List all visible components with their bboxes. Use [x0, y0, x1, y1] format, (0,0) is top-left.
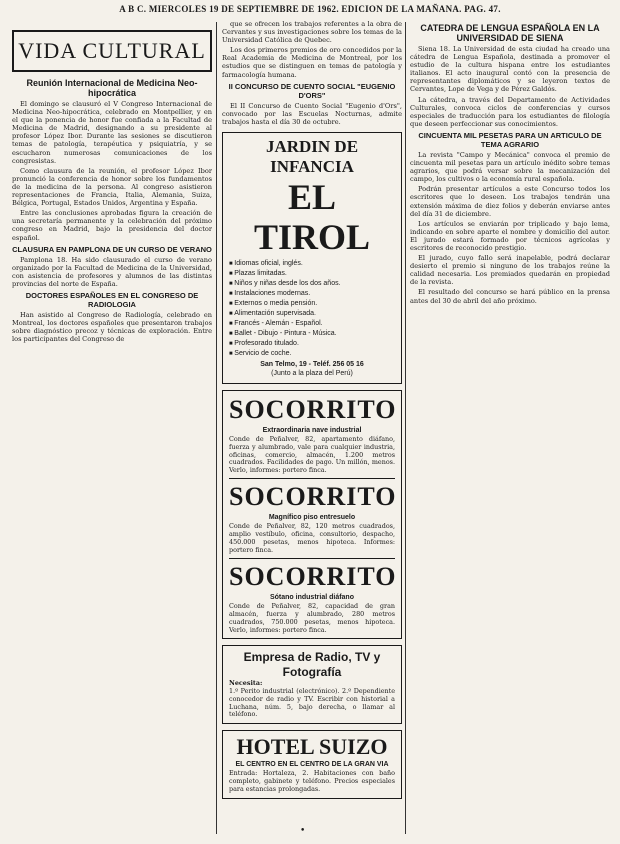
ad-tirol-name: EL TIROL: [253, 176, 371, 257]
article-paragraph: La revista "Campo y Mecánica" convoca el premio de cincuenta mil pesetas para un artículo inédito sobre temas agrarios, que podrá versar sobre la mecanización del campo, los cultivos o la economía rural española.: [410, 150, 610, 184]
list-item: ■ Instalaciones modernas.: [229, 289, 395, 299]
article-paragraph: Pamplona 18. Ha sido clausurado el curso de verano organizado por la Facultad de Medicina de la Universidad, con asistencia de profesores y alumnos de las distintas provincias del norte de España.: [12, 255, 212, 288]
ad-body: Conde de Peñalver, 82, 120 metros cuadrados, amplio vestíbulo, oficina, consultorio, despacho, 450.000 pesetas, menos hipoteca. Informes: portero finca.: [229, 522, 395, 554]
list-item: ■ Ballet - Dibujo - Pintura - Música.: [229, 329, 395, 339]
article-paragraph: Los artículos se enviarán por triplicado y bajo lema, indicando en sobre aparte el nombre y domicilio del autor. El jurado estará formado por técnicos agrícolas y escritores de reconocido prestigio.: [410, 219, 610, 252]
article-paragraph: El jurado, cuyo fallo será inapelable, podrá declarar desierto el premio si ninguno de los trabajos reúne la calidad necesaria. Los premiados quedarán en propiedad de la revista.: [410, 254, 610, 287]
list-item: ■ Externos o media pensión.: [229, 299, 395, 309]
ad-title: Empresa de Radio, TV y Fotografía: [243, 650, 381, 680]
section-title: VIDA CULTURAL: [18, 38, 206, 63]
column-center: [222, 20, 402, 838]
article-paragraph: Podrán presentar artículos a este Concurso todos los escritores que lo deseen. Los trabajos tendrán una extensión máxima de diez folios y deberán enviarse antes del día 31 de diciembre.: [410, 185, 610, 218]
ad-body: Conde de Peñalver, 82, capacidad de gran almacén, fuerza y alumbrado, 280 metros cuadrados, 750.000 pesetas, menos hipoteca. Verlo, informes: portero finca.: [229, 602, 395, 634]
list-item: ■ Profesorado titulado.: [229, 339, 395, 349]
article-paragraph: El II Concurso de Cuento Social "Eugenio d'Ors", convocado por las Escuelas Nocturnas, admite trabajos hasta el día 30 de octubre.: [222, 101, 402, 126]
print-mark: •: [300, 826, 306, 836]
ad-subtitle: Sótano industrial diáfano: [269, 594, 354, 602]
ad-subtitle: Magnífico piso entresuelo: [268, 514, 356, 522]
ad-tirol-top: JARDIN DE INFANCIA: [265, 136, 359, 176]
article-headline: CLAUSURA EN PAMPLONA DE UN CURSO DE VERANO: [12, 244, 212, 254]
ad-tirol-address: San Telmo, 19 - Teléf. 256 05 16: [260, 360, 364, 368]
ad-body: Conde de Peñalver, 82, apartamento diáfano, fuerza y alumbrado, vale para cualquier industria, oficinas, comercio, almacén, 1.200 metros cuadrados. Facilidades de pago. Un millón, menos. Verlo, informes: portero finca.: [229, 434, 395, 475]
ad-socorrito-nave: [222, 390, 402, 639]
column-left: [12, 20, 212, 838]
ad-subtitle: Necesita:: [229, 679, 263, 688]
ad-title: SOCORRITO: [229, 562, 397, 592]
ad-radio: [222, 645, 402, 724]
ad-tirol-list: [229, 259, 395, 359]
ad-subtitle: EL CENTRO EN EL CENTRO DE LA GRAN VIA: [235, 761, 389, 769]
ad-tirol-note: (Junto a la plaza del Perú): [271, 369, 353, 377]
list-item: ■ Alimentación supervisada.: [229, 309, 395, 319]
article-headline: CINCUENTA MIL PESETAS PARA UN ARTICULO DE TEMA AGRARIO: [418, 130, 602, 149]
column-right: [410, 20, 610, 838]
article-paragraph: Siena 18. La Universidad de esta ciudad ha creado una cátedra de Lengua Española, destinada a promover el estudio de la cultura hispana entre los estudiantes italianos. El acto inaugural contó con la presencia de representantes diplomáticos y se leyeron textos de Cervantes, Lope de Vega y de Pérez Galdós.: [410, 45, 610, 94]
ad-divider: [229, 558, 395, 560]
article-paragraph: El resultado del concurso se hará público en la prensa antes del 30 de abril del año próximo.: [410, 288, 610, 305]
page-header: A B C. MIERCOLES 19 DE SEPTIEMBRE DE 1962. EDICION DE LA MAÑANA. PAG. 47.: [119, 4, 501, 14]
article-headline: DOCTORES ESPAÑOLES EN EL CONGRESO DE RADIOLOGIA: [25, 290, 199, 309]
list-item: ■ Niños y niñas desde los dos años.: [229, 279, 395, 289]
ad-subtitle: Extraordinaria nave industrial: [262, 426, 362, 434]
section-banner: [12, 30, 212, 72]
ad-title: SOCORRITO: [229, 482, 397, 512]
ad-tirol: [222, 132, 402, 384]
list-item: ■ Idiomas oficial, inglés.: [229, 259, 395, 269]
article-paragraph: que se ofrecen los trabajos referentes a la obra de Cervantes y sus investigaciones sobre los temas de la Universidad Católica de Quebec.: [222, 20, 402, 45]
list-item: ■ Plazas limitadas.: [229, 269, 395, 279]
column-rule: [216, 22, 217, 834]
article-headline: II CONCURSO DE CUENTO SOCIAL "EUGENIO D'ORS": [228, 81, 396, 100]
article-paragraph: Los dos primeros premios de oro concedidos por la Real Academia de Medicina de Montreal, por los estudios que se distinguen en temas de patología y farmacología humana.: [222, 46, 402, 79]
column-rule: [405, 22, 406, 834]
ad-title: SOCORRITO: [229, 394, 397, 424]
article-headline: Reunión Internacional de Medicina Neo-hipocrática: [26, 78, 198, 98]
article-paragraph: Como clausura de la reunión, el profesor López Ibor pronunció la conferencia de honor sobre los fundamentos de la medicina de la persona. Al congreso asistieron representaciones de Francia, Italia, Alemania, Suiza, Bélgica, Portugal, Estados Unidos, Argentina y España.: [12, 166, 212, 208]
ad-body: Entrada: Hortaleza, 2. Habitaciones con baño completo, gabinete y teléfono. Precios especiales para estancias prolongadas.: [229, 769, 395, 793]
list-item: ■ Servicio de coche.: [229, 349, 395, 359]
article-paragraph: La cátedra, a través del Departamento de Actividades Culturales, convoca ciclos de conferencias y cursos especiales de traducción para los estudiantes de filología que deseen perfeccionar sus conocimientos.: [410, 95, 610, 128]
article-paragraph: Entre las conclusiones aprobadas figura la creación de una secretaría permanente y la celebración del próximo congreso en Madrid, bajo la presidencia del doctor español.: [12, 209, 212, 242]
list-item: ■ Francés - Alemán - Español.: [229, 319, 395, 329]
ad-divider: [229, 478, 395, 480]
article-paragraph: Han asistido al Congreso de Radiología, celebrado en Montreal, los doctores españoles que presentaron trabajos sobre diagnóstico precoz y técnicas de exploración. Entre los participantes del Congreso de: [12, 310, 212, 344]
article-headline: CATEDRA DE LENGUA ESPAÑOLA EN LA UNIVERSIDAD DE SIENA: [420, 23, 600, 43]
ad-title: HOTEL SUIZO: [236, 734, 388, 760]
ad-body: 1.º Perito industrial (electrónico). 2.º Dependiente conocedor de radio y TV. Escribir con historial a Luchana, núm. 5, bajo derecha, o llamar al teléfono.: [229, 687, 395, 719]
ad-hotel: [222, 730, 402, 798]
article-paragraph: El domingo se clausuró el V Congreso Internacional de Medicina Neo-hipocrática, celebrado en Montpellier, y en el que la ponencia de honor fue confiada a la Facultad de Medicina de Madrid, designando a su presidente al profesor López Ibor. Durante las sesiones se discutieron temas de patología, terapéutica y psiquiatría, y se escucharon numerosas comunicaciones de los congresistas.: [12, 100, 212, 165]
